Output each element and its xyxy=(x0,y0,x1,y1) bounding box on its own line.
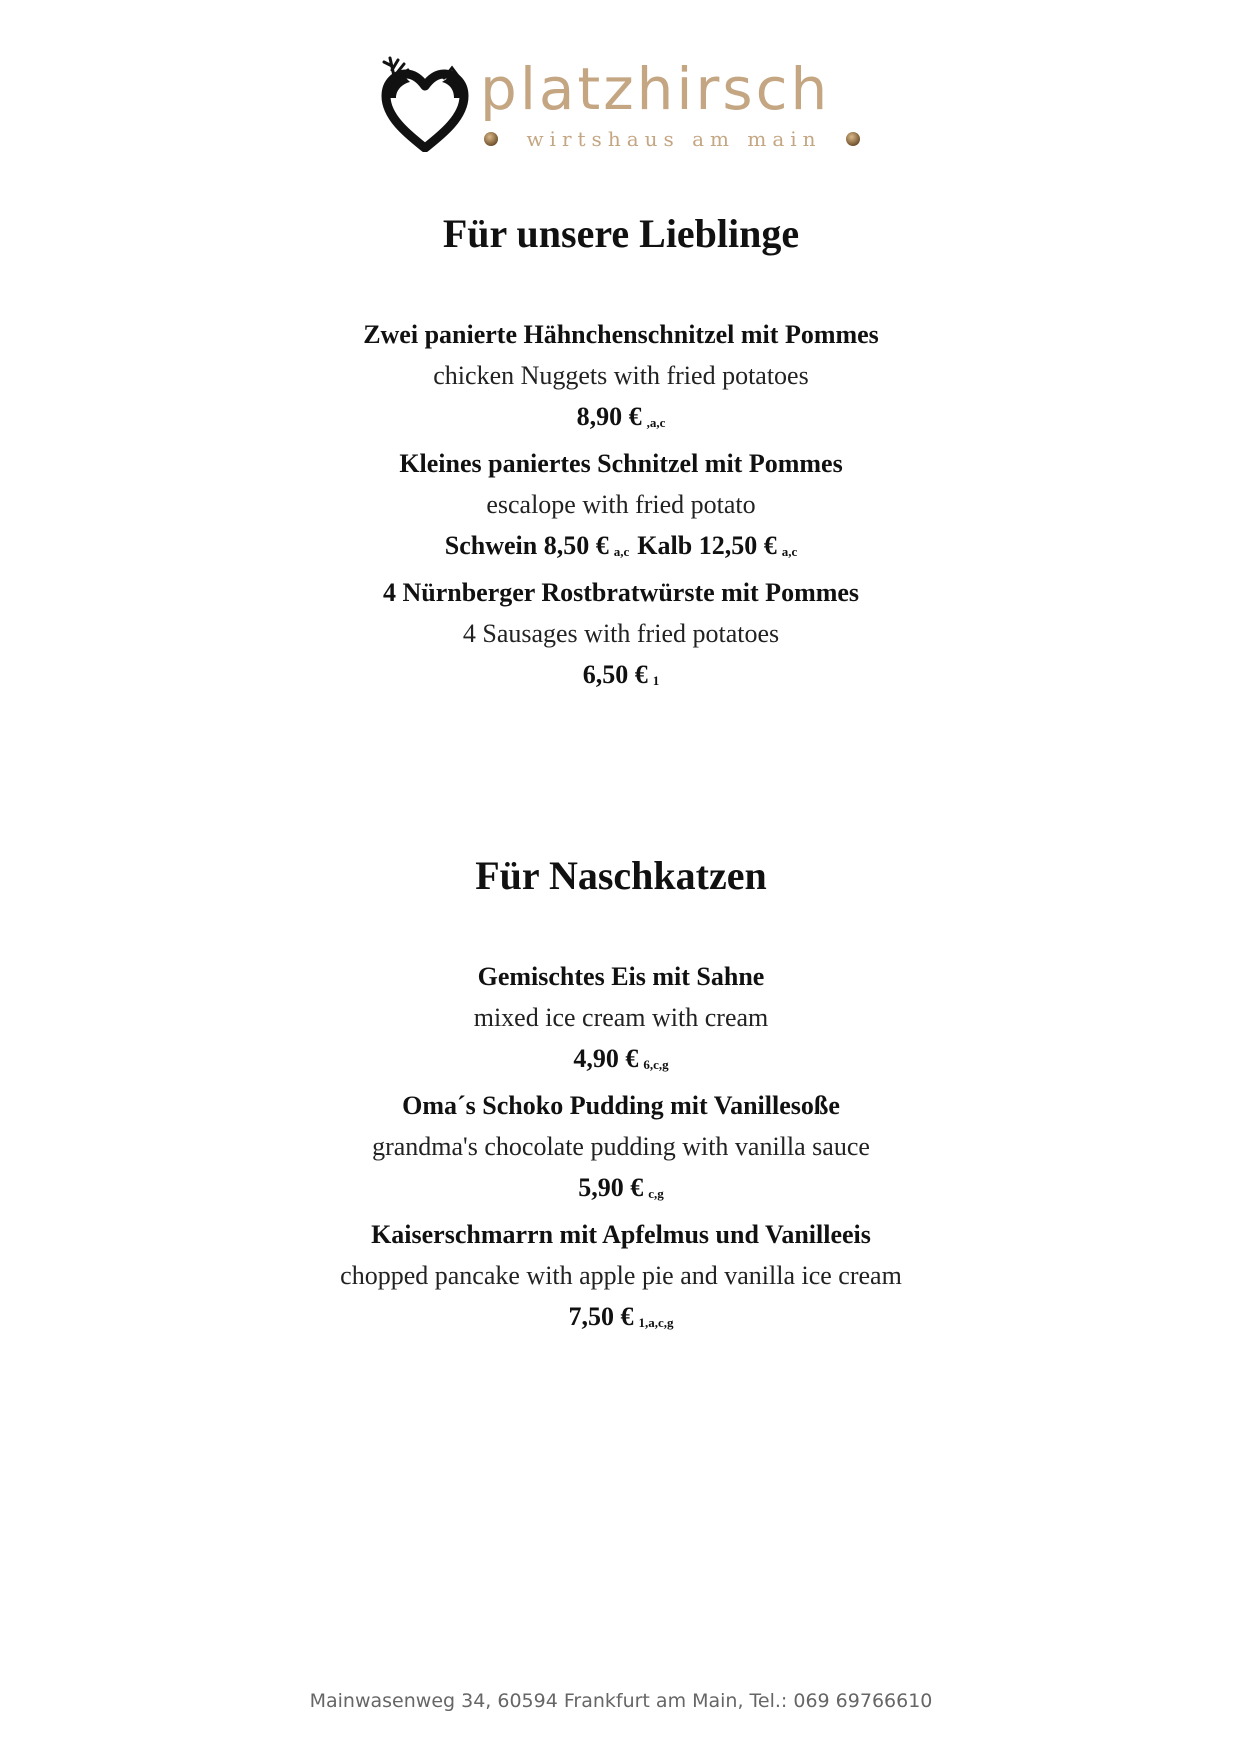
item-price-line xyxy=(0,525,1242,572)
menu-item xyxy=(0,1214,1242,1343)
item-name: 4 Nürnberger Rostbratwürste mit Pommes xyxy=(382,578,860,607)
menu-item xyxy=(0,572,1242,701)
item-description: 4 Sausages with fried potatoes xyxy=(462,619,780,648)
item-name: Kaiserschmarrn mit Apfelmus und Vanilleeis xyxy=(371,1220,871,1249)
allergen-codes: c,g xyxy=(648,1186,664,1201)
item-price-line xyxy=(0,1296,1242,1343)
item-price: 8,50 € xyxy=(543,531,609,560)
item-name: Kleines paniertes Schnitzel mit Pommes xyxy=(399,449,843,478)
allergen-codes: 1 xyxy=(652,673,660,688)
item-price-line xyxy=(0,1167,1242,1214)
allergen-codes: a,c xyxy=(781,544,798,559)
item-price-line xyxy=(0,396,1242,443)
allergen-codes: 1,a,c,g xyxy=(638,1315,674,1330)
brand-tagline-row xyxy=(484,124,874,154)
item-price: 6,50 € xyxy=(582,660,648,689)
allergen-codes: ,a,c xyxy=(646,415,666,430)
restaurant-logo xyxy=(380,52,880,162)
item-description: mixed ice cream with cream xyxy=(473,1003,769,1032)
item-description: chicken Nuggets with fried potatoes xyxy=(433,361,809,390)
menu-section-kids xyxy=(0,210,1242,701)
brand-name: platzhirsch xyxy=(480,55,831,123)
deer-heart-icon xyxy=(380,52,470,152)
section-title: Für unsere Lieblinge xyxy=(442,211,800,256)
item-price: 4,90 € xyxy=(573,1044,639,1073)
item-description: chopped pancake with apple pie and vanilla ice cream xyxy=(340,1261,902,1290)
item-price: 7,50 € xyxy=(568,1302,634,1331)
section-title: Für Naschkatzen xyxy=(475,853,767,898)
item-price: 5,90 € xyxy=(578,1173,644,1202)
item-price-line xyxy=(0,654,1242,701)
price-variant-label: Kalb xyxy=(637,531,693,560)
menu-section-dessert xyxy=(0,852,1242,1343)
menu-item xyxy=(0,956,1242,1085)
item-price: 8,90 € xyxy=(576,402,642,431)
item-name: Oma´s Schoko Pudding mit Vanillesoße xyxy=(402,1091,840,1120)
item-price-line xyxy=(0,1038,1242,1085)
item-price: 12,50 € xyxy=(698,531,777,560)
brand-tagline: wirtshaus am main xyxy=(526,127,822,151)
item-description: escalope with fried potato xyxy=(486,490,756,519)
menu-items xyxy=(0,956,1242,1343)
item-name: Zwei panierte Hähnchenschnitzel mit Pommes xyxy=(363,320,879,349)
footer-address: Mainwasenweg 34, 60594 Frankfurt am Main, Tel.: 069 69766610 xyxy=(309,1690,933,1712)
bullet-dot-icon xyxy=(484,132,498,146)
menu-item xyxy=(0,443,1242,572)
menu-items xyxy=(0,314,1242,701)
menu-item xyxy=(0,314,1242,443)
allergen-codes: a,c xyxy=(613,544,630,559)
item-name: Gemischtes Eis mit Sahne xyxy=(477,962,765,991)
menu-item xyxy=(0,1085,1242,1214)
bullet-dot-icon xyxy=(846,132,860,146)
price-variant-label: Schwein xyxy=(444,531,538,560)
item-description: grandma's chocolate pudding with vanilla sauce xyxy=(372,1132,870,1161)
allergen-codes: 6,c,g xyxy=(643,1057,669,1072)
